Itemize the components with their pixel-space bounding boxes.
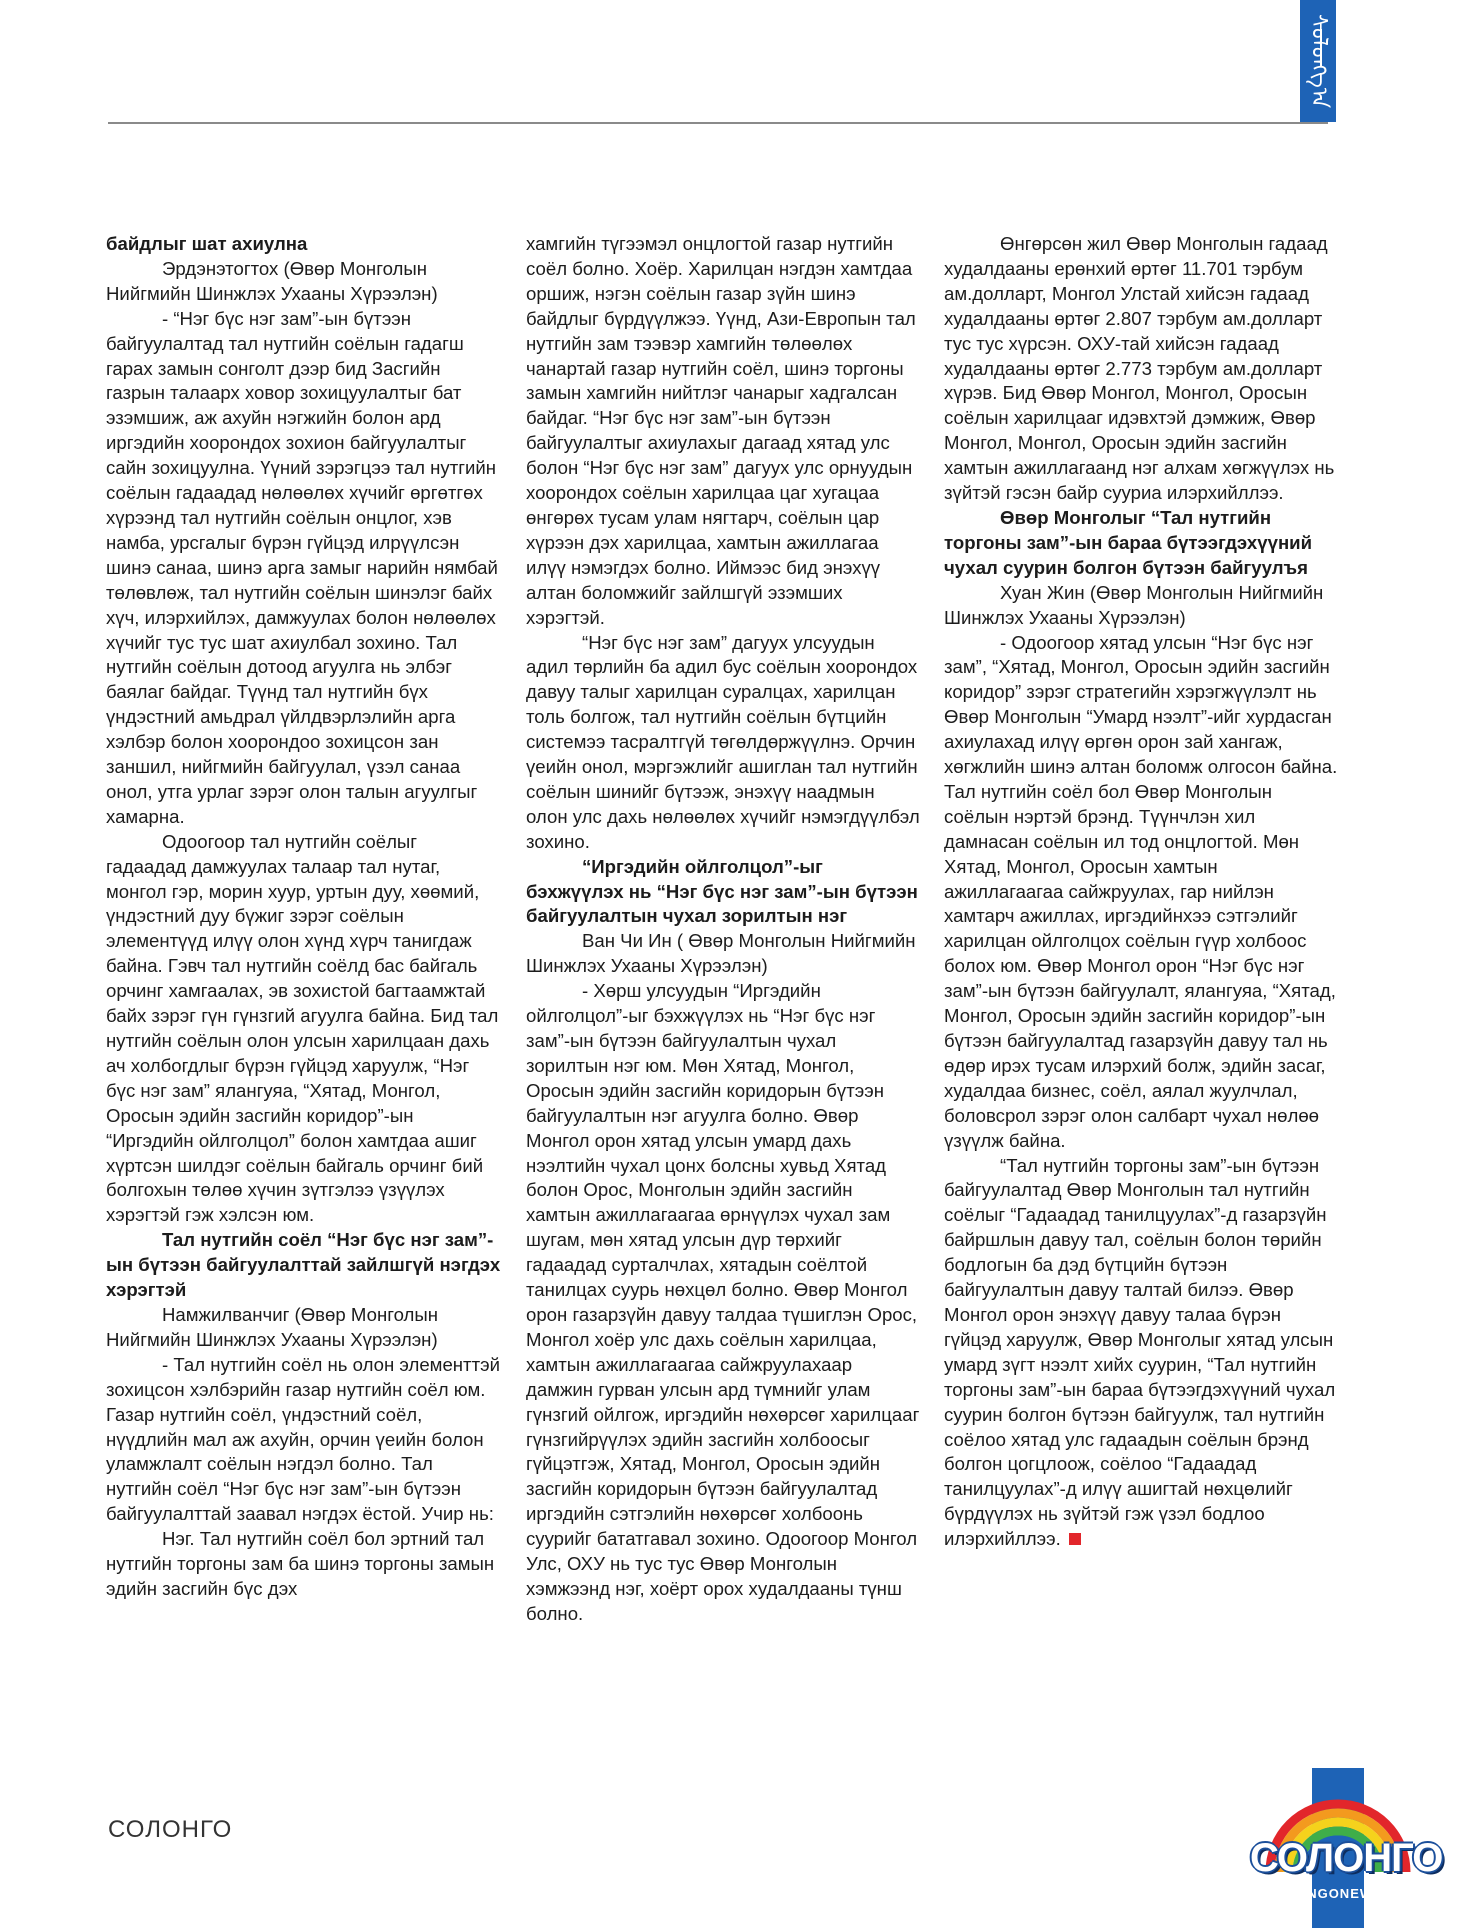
article-subheading: “Иргэдийн ойлголцол”-ыг бэхжүүлэх нь “Нэг бүс нэг зам”-ын бүтээн байгуулалтын чухал зорилтын нэг <box>526 855 918 927</box>
article-paragraph: “Нэг бүс нэг зам” дагуух улсуудын адил төрлийн ба адил бус соёлын хоорондох давуу талыг харилцан суралцах, харилцан толь болгож, тал нутгийн соёлын бүтцийн системээ тасралтгүй төгөлдөржүүлнэ. Орчин үеийн онол, мэргэжлийг ашиглан тал нутгийн соёлын шинийг бүтээж, энэхүү наадмын олон улс дахь нөлөөлөх хүчийг нэмэгдүүлбэл зохино. <box>526 631 920 852</box>
article-paragraph: Хуан Жин (Өвөр Монголын Нийгмийн Шинжлэх Ухааны Хүрээлэн) <box>944 581 1324 628</box>
header-rule <box>108 122 1328 124</box>
article-paragraph: хамгийн түгээмэл онцлогтой газар нутгийн соёл болно. Хоёр. Харилцан нэгдэн хамтдаа оршиж, нэгэн соёлын газар зүйн шинэ байдлыг бүрдүүлжээ. Үүнд, Ази-Европын тал нутгийн зам тээвэр хамгийн төлөөлөх чанартай газар нутгийн соёл, шинэ торгоны замын хамгийн нийтлэг чанарыг хадгалсан байдаг. “Нэг бүс нэг зам”-ын бүтээн байгуулалтыг ахиулахыг дагаад хятад улс болон “Нэг бүс нэг зам” дагуух улс орнуудын хоорондох соёлын харилцаа цаг хугацаа өнгөрөх тусам улам нягтарч, соёлын цар хүрээн дэх харилцаа, хамтын ажиллагаа илүү нэмэгдэх болно. Иймээс бид энэхүү алтан боломжийг зайлшгүй эзэмших хэрэгтэй. <box>526 233 916 628</box>
article-end-mark <box>1069 1533 1081 1545</box>
article-subheading: Тал нутгийн соёл “Нэг бүс нэг зам”-ын бүтээн байгуулалттай зайлшгүй нэгдэх хэрэгтэй <box>106 1229 501 1301</box>
article-paragraph: Ван Чи Ин ( Өвөр Монголын Нийгмийн Шинжлэх Ухааны Хүрээлэн) <box>526 930 916 977</box>
section-tab-text: ᠰᠣᠯᠣᠩᠭ᠎ᠠ <box>1306 13 1331 109</box>
article-subheading: байдлыг шат ахиулна <box>106 233 308 254</box>
article-paragraph: - Тал нутгийн соёл нь олон элементтэй зохицсон хэлбэрийн газар нутгийн соёл юм. Газар нутгийн соёл, үндэстний соёл, нүүдлийн мал аж ахуйн, орчин үеийн болон уламжлалт соёлын нэгдэл болно. Тал нутгийн соёл “Нэг бүс нэг зам”-ын бүтээн байгуулалттай заавал нэгдэх ёстой. Учир нь: <box>106 1353 500 1525</box>
article-column-3 <box>944 232 1339 1552</box>
section-tab <box>1300 0 1336 122</box>
solongo-logo <box>1250 1768 1443 1928</box>
article-paragraph: Өнгөрсөн жил Өвөр Монголын гадаад худалдааны ерөнхий өртөг 11.701 тэрбум ам.долларт, Монгол Улстай хийсэн гадаад худалдааны өртөг 2.807 тэрбум ам.долларт тус тус хүрсэн. ОХУ-тай хийсэн гадаад худалдааны өртөг 2.773 тэрбум ам.долларт хүрэв. Бид Өвөр Монгол, Монгол, Оросын соёлын харилцааг идэвхтэй дэмжиж, Өвөр Монгол, Монгол, Оросын эдийн засгийн хамтын ажиллагаанд нэг алхам хөгжүүлэх нь зүйтэй гэсэн байр сууриа илэрхийллээ. <box>944 233 1335 504</box>
article-paragraph: Эрдэнэтогтох (Өвөр Монголын Нийгмийн Шинжлэх Ухааны Хүрээлэн) <box>106 257 438 304</box>
article-paragraph: Одоогоор тал нутгийн соёлыг гадаадад дамжуулах талаар тал нутаг, монгол гэр, морин хуур, уртын дуу, хөөмий, үндэстний дуу бүжиг зэрэг соёлын элементүүд илүү олон хүнд хүрч танигдаж байна. Гэвч тал нутгийн соёлд бас байгаль орчинг хамгаалах, эв зохистой багтаамжтай байх зэрэг гүн гүнзгий агуулга байна. Бид тал нутгийн соёлын олон улсын харилцаан дахь ач холбогдлыг бүрэн гүйцэд харуулж, “Нэг бүс нэг зам” ялангуяа, “Хятад, Монгол, Оросын эдийн засгийн коридор”-ын “Иргэдийн ойлголцол” болон хамтдаа ашиг хүртсэн шилдэг соёлын байгаль орчинг бий болгохын төлөө хүчин зүтгэлээ үзүүлэх хэрэгтэй гэж хэлсэн юм. <box>106 830 499 1226</box>
article-subheading: Өвөр Монголыг “Тал нутгийн торгоны зам”-ын бараа бүтээгдэхүүний чухал суурин болгон бүтээн байгуулъя <box>944 506 1313 578</box>
article-column-1 <box>106 232 501 1602</box>
article-paragraph: - Хөрш улсуудын “Иргэдийн ойлголцол”-ыг бэхжүүлэх нь “Нэг бүс нэг зам”-ын бүтээн байгуулалтын чухал зорилтын нэг юм. Мөн Хятад, Монгол, Оросын эдийн засгийн коридорын бүтээн байгуулалтын нэг агуулга болно. Өвөр Монгол орон хятад улсын умард дахь нээлтийн чухал цонх болсны хувьд Хятад болон Орос, Монголын эдийн засгийн хамтын ажиллагаагаа өрнүүлэх чухал зам шугам, мөн хятад улсын дүр төрхийг гадаадад сурталчлах, хятадын соёлтой танилцах суурь нөхцөл болно. Өвөр Монгол орон газарзүйн давуу талдаа түшиглэн Орос, Монгол хоёр улс дахь соёлын харилцаа, хамтын ажиллагаагаа сайжруулахаар дамжин гурван улсын ард түмнийг улам гүнзгий ойлгож, иргэдийн нөхөрсөг харилцааг гүнзгийрүүлэх эдийн засгийн холбоосыг гүйцэтгэж, Хятад, Монгол, Оросын эдийн засгийн коридорын бүтээн байгуулалтад иргэдийн сэтгэлийн нөхөрсөг холбоонь суурийг бататгавал зохино. Одоогоор Монгол Улс, ОХУ нь тус тус Өвөр Монголын хэмжээнд нэг, хоёрт орох худалдааны түнш болно. <box>526 980 920 1624</box>
article-column-2 <box>526 232 921 1627</box>
logo-brand-text: СОЛОНГО <box>1250 1836 1443 1880</box>
footer-magazine-name: СОЛОНГО <box>108 1816 233 1843</box>
article-paragraph: “Тал нутгийн торгоны зам”-ын бүтээн байгуулалтад Өвөр Монголын тал нутгийн соёлыг “Гадаадад танилцуулах”-д газарзүйн байршлын давуу тал, соёлын болон төрийн бодлогын ба дэд бүтцийн бүтээн байгуулалтын давуу талтай билээ. Өвөр Монгол орон энэхүү давуу талаа бүрэн гүйцэд харуулж, Өвөр Монголыг хятад улсын умард зүгт нээлт хийх суурин, “Тал нутгийн торгоны зам”-ын бараа бүтээгдэхүүний чухал суурин болгон бүтээн байгуулж, тал нутгийн соёлоо хятад улс гадаадын соёлын брэнд болгон цогцлоож, соёлоо “Гадаадад танилцуулах”-д илүү ашигтай нөхцөлийг бүрдүүлэх нь зүйтэй гэж үзэл бодлоо илэрхийллээ. <box>944 1154 1336 1550</box>
article-paragraph: Намжилванчиг (Өвөр Монголын Нийгмийн Шинжлэх Ухааны Хүрээлэн) <box>106 1303 439 1350</box>
article-paragraph: Нэг. Тал нутгийн соёл бол эртний тал нутгийн торгоны зам ба шинэ торгоны замын эдийн засгийн бүс дэх <box>106 1528 495 1599</box>
article-paragraph: - Одоогоор хятад улсын “Нэг бүс нэг зам”, “Хятад, Монгол, Оросын эдийн засгийн коридор” зэрэг стратегийн хэрэгжүүлэлт нь Өвөр Монголын “Умард нээлт”-ийг хурдасган ахиулахад илүү өргөн орон зай хангаж, хөгжлийн шинэ алтан боломж олгосон байна. Тал нутгийн соёл бол Өвөр Монголын соёлын нэртэй брэнд. Түүнчлэн хил дамнасан соёлын ил тод онцлогтой. Мөн Хятад, Монгол, Оросын хамтын ажиллагаагаа сайжруулах, гар нийлэн хамтарч ажиллах, иргэдийнхээ сэтгэлийг харилцан ойлголцох соёлын гүүр холбоос болох юм. Өвөр Монгол орон “Нэг бүс нэг зам”-ын бүтээн байгуулалт, ялангуяа, “Хятад, Монгол, Оросын эдийн засгийн коридор”-ын бүтээн байгуулалтад газарзүйн давуу тал нь өдөр ирэх тусам илэрхий болж, эдийн засаг, худалдаа бизнес, соёл, аялал жуулчлал, боловсрол зэрэг олон салбарт чухал нөлөө үзүүлж байна. <box>944 631 1338 1151</box>
logo-site-text: SOLONGONEWS.MN <box>1266 1886 1410 1901</box>
article-paragraph: - “Нэг бүс нэг зам”-ын бүтээн байгуулалтад тал нутгийн соёлын гадагш гарах замын сонголт дээр бид Засгийн газрын талаарх ховор зохицуулалтыг бат эзэмшиж, аж ахуйн нэгжийн болон ард иргэдийн хоорондох зохион байгуулалтыг сайн зохицуулна. Үүний зэрэгцээ тал нутгийн соёлын гадаадад нөлөөлөх хүчийг өргөтгөх хүрээнд тал нутгийн соёлын онцлог, хэв намба, урсгалыг бүрэн гүйцэд илрүүлсэн шинэ санаа, шинэ арга замыг нарийн нямбай төлөвлөж, тал нутгийн соёлын шинэлэг байх хүч, илэрхийлэх, дамжуулах болон нөлөөлөх хүчийг тус тус шат ахиулбал зохино. Тал нутгийн соёлын дотоод агуулга нь элбэг баялаг байдаг. Түүнд тал нутгийн бүх үндэстний амьдрал үйлдвэрлэлийн арга хэлбэр болон хоорондоо зохицсон зан заншил, нийгмийн байгуулал, үзэл санаа онол, утга урлаг зэрэг олон талын агуулгыг хамарна. <box>106 307 498 827</box>
